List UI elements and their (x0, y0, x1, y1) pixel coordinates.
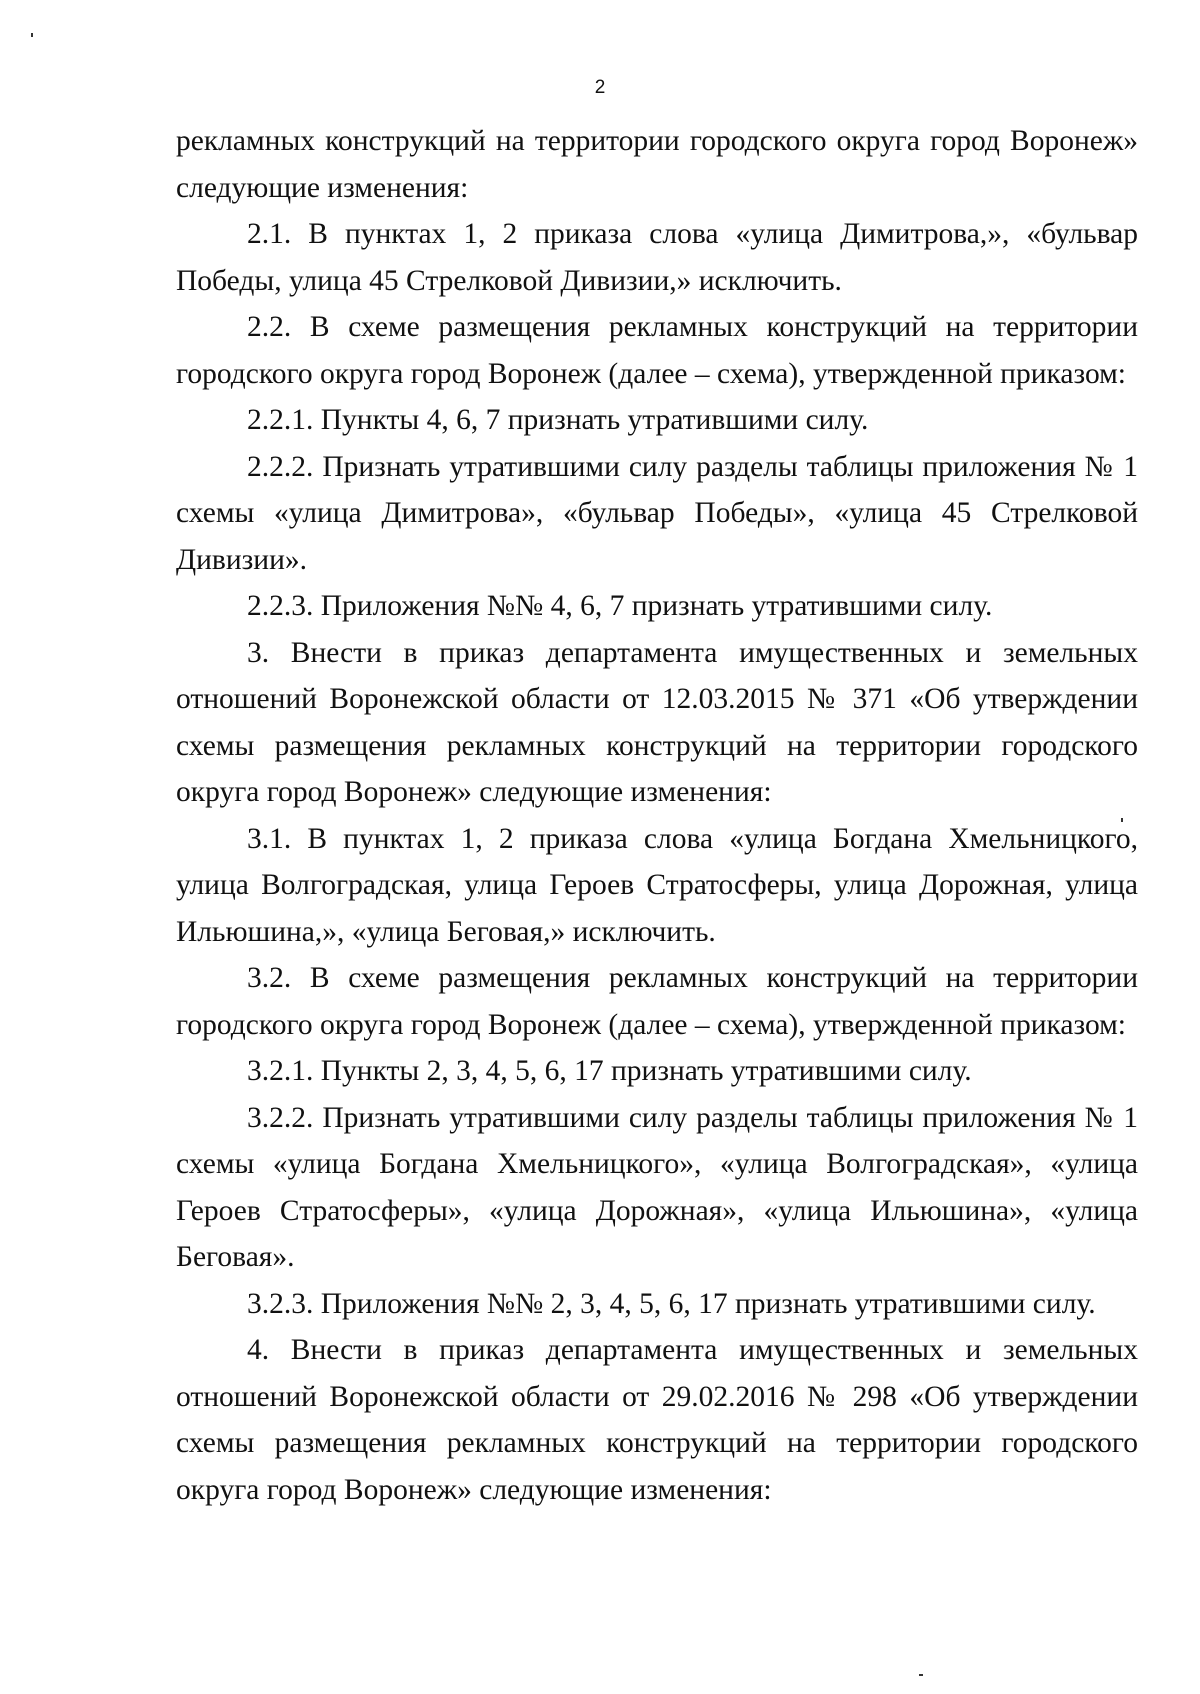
paragraph-2-2: 2.2. В схеме размещения рекламных конструкций на территории городского округа город Воронеж (далее – схема), утвержденной приказом: (176, 311, 1138, 390)
scan-speck (919, 1674, 923, 1676)
document-body (176, 118, 1138, 1513)
paragraph-2-2-3: 2.2.3. Приложения №№ 4, 6, 7 признать утратившими силу. (247, 590, 993, 622)
paragraph-2-2-2: 2.2.2. Признать утратившими силу разделы таблицы приложения № 1 схемы «улица Димитрова», «бульвар Победы», «улица 45 Стрелковой Дивизии». (176, 450, 1138, 576)
paragraph-4: 4. Внести в приказ департамента имущественных и земельных отношений Воронежской области от 29.02.2016 № 298 «Об утверждении схемы размещения рекламных конструкций на территории городского округа город Воронеж» следующие изменения: (176, 1334, 1138, 1506)
page-number: 2 (594, 77, 606, 98)
paragraph-3-2-3: 3.2.3. Приложения №№ 2, 3, 4, 5, 6, 17 признать утратившими силу. (247, 1287, 1096, 1320)
scan-speck (31, 33, 33, 37)
paragraph-continuation: рекламных конструкций на территории городского округа город Воронеж» следующие изменения: (176, 125, 1138, 204)
paragraph-2-2-1: 2.2.1. Пункты 4, 6, 7 признать утратившими силу. (247, 404, 869, 436)
paragraph-2-1: 2.1. В пунктах 1, 2 приказа слова «улица Димитрова,», «бульвар Победы, улица 45 Стрелковой Дивизии,» исключить. (176, 218, 1138, 297)
paragraph-3: 3. Внести в приказ департамента имущественных и земельных отношений Воронежской области от 12.03.2015 № 371 «Об утверждении схемы размещения рекламных конструкций на территории городского округа город Воронеж» следующие изменения: (176, 636, 1138, 808)
paragraph-3-1: 3.1. В пунктах 1, 2 приказа слова «улица Богдана Хмельницкого, улица Волгоградская, улица Героев Стратосферы, улица Дорожная, улица Ильюшина,», «улица Беговая,» исключить. (176, 822, 1138, 948)
paragraph-3-2-2: 3.2.2. Признать утратившими силу разделы таблицы приложения № 1 схемы «улица Богдана Хмельницкого», «улица Волгоградская», «улица Героев Стратосферы», «улица Дорожная», «улица Ильюшина», «улица Беговая». (176, 1101, 1138, 1273)
paragraph-3-2: 3.2. В схеме размещения рекламных конструкций на территории городского округа город Воронеж (далее – схема), утвержденной приказом: (176, 962, 1138, 1041)
scan-speck (1121, 818, 1123, 822)
paragraph-3-2-1: 3.2.1. Пункты 2, 3, 4, 5, 6, 17 признать утратившими силу. (247, 1055, 972, 1087)
